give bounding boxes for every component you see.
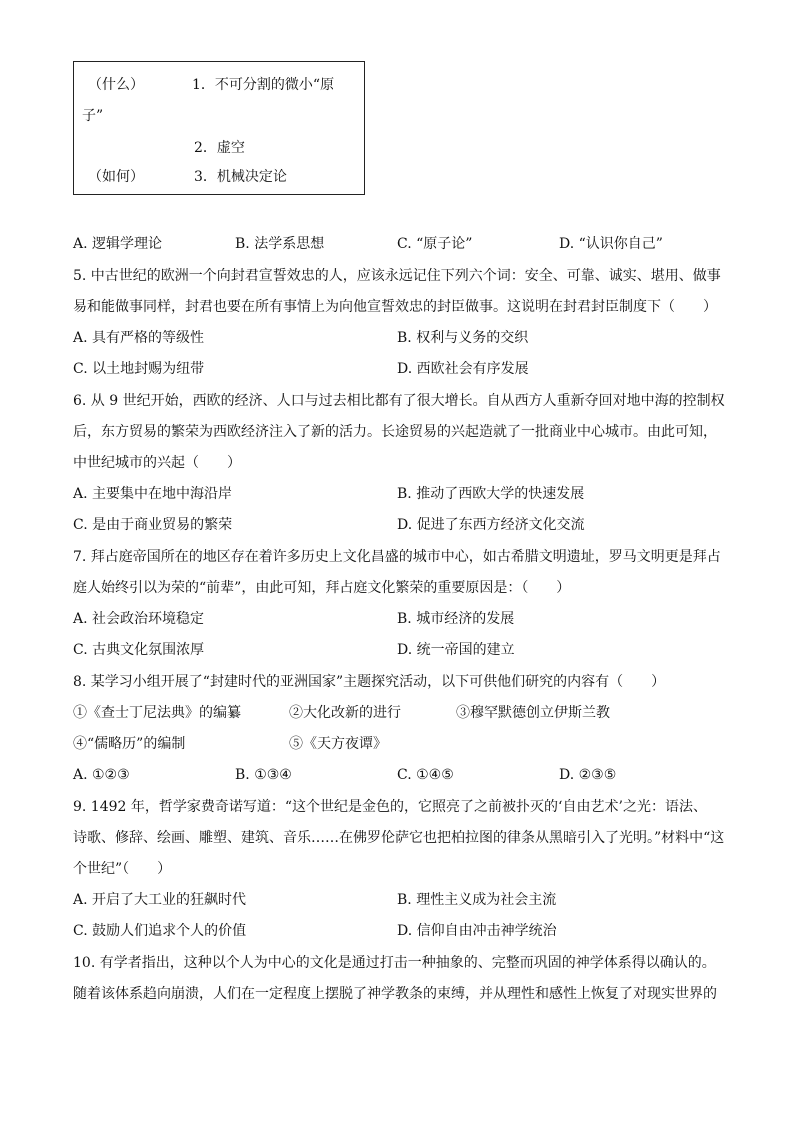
q7-option-b[interactable]: B. 城市经济的发展 xyxy=(397,611,515,627)
q4-option-c[interactable]: C. “原子论” xyxy=(397,236,473,252)
q8-item-2: ②大化改新的进行 xyxy=(289,705,401,721)
q6-stem-line-3: 中世纪城市的兴起（ ） xyxy=(73,455,241,471)
box-item-2: 2．虚空 xyxy=(194,140,245,156)
q7-stem-line-1: 7. 拜占庭帝国所在的地区存在着许多历史上文化昌盛的城市中心，如古希腊文明遗址，罗马文明更是拜占 xyxy=(73,549,721,565)
box-item-1: 1．不可分割的微小“原 xyxy=(192,77,335,93)
q8-item-5: ⑤《天方夜谭》 xyxy=(289,736,387,752)
box-label-what: （什么） xyxy=(88,77,144,93)
q8-option-a[interactable]: A. ①②③ xyxy=(73,767,130,783)
q9-option-a[interactable]: A. 开启了大工业的狂飙时代 xyxy=(73,892,247,908)
q4-option-a[interactable]: A. 逻辑学理论 xyxy=(73,236,163,252)
q6-stem-line-2: 后，东方贸易的繁荣为西欧经济注入了新的活力。长途贸易的兴起造就了一批商业中心城市。由此可知， xyxy=(73,424,717,440)
q6-option-b[interactable]: B. 推动了西欧大学的快速发展 xyxy=(397,486,585,502)
concept-box xyxy=(73,61,365,195)
q4-option-d[interactable]: D. “认识你自己” xyxy=(559,236,663,252)
q8-option-d[interactable]: D. ②③⑤ xyxy=(559,767,617,783)
box-item-1-cont: 子” xyxy=(82,108,104,124)
q7-option-a[interactable]: A. 社会政治环境稳定 xyxy=(73,611,205,627)
q5-option-c[interactable]: C. 以土地封赐为纽带 xyxy=(73,361,205,377)
box-item-3: 3．机械决定论 xyxy=(194,169,287,185)
q8-item-3: ③穆罕默德创立伊斯兰教 xyxy=(456,705,610,721)
q5-option-d[interactable]: D. 西欧社会有序发展 xyxy=(397,361,529,377)
q10-stem-line-1: 10. 有学者指出，这种以个人为中心的文化是通过打击一种抽象的、完整而巩固的神学体系得以确认的。 xyxy=(73,955,716,971)
box-label-how: （如何） xyxy=(88,169,144,185)
q5-option-a[interactable]: A. 具有严格的等级性 xyxy=(73,330,205,346)
q9-stem-line-2: 诗歌、修辞、绘画、雕塑、建筑、音乐……在佛罗伦萨它也把柏拉图的律条从黑暗引入了光明。”材料中“这 xyxy=(73,830,725,846)
q4-option-b[interactable]: B. 法学系思想 xyxy=(235,236,325,252)
q5-stem-line-1: 5. 中古世纪的欧洲一个向封君宣誓效忠的人，应该永远记住下列六个词：安全、可靠、诚实、堪用、做事 xyxy=(73,268,721,284)
q6-option-d[interactable]: D. 促进了东西方经济文化交流 xyxy=(397,517,585,533)
q5-option-b[interactable]: B. 权利与义务的交织 xyxy=(397,330,529,346)
q7-stem-line-2: 庭人始终引以为荣的“前辈”，由此可知，拜占庭文化繁荣的重要原因是：（ ） xyxy=(73,580,571,596)
q9-option-c[interactable]: C. 鼓励人们追求个人的价值 xyxy=(73,923,247,939)
q6-option-c[interactable]: C. 是由于商业贸易的繁荣 xyxy=(73,517,233,533)
q10-stem-line-2: 随着该体系趋向崩溃，人们在一定程度上摆脱了神学教条的束缚，并从理性和感性上恢复了对现实世界的 xyxy=(73,986,717,1002)
q8-stem-line-1: 8. 某学习小组开展了“封建时代的亚洲国家”主题探究活动，以下可供他们研究的内容有（ ） xyxy=(73,674,666,690)
q8-item-4: ④“儒略历”的编制 xyxy=(73,736,186,752)
q8-option-c[interactable]: C. ①④⑤ xyxy=(397,767,454,783)
q9-stem-line-1: 9. 1492 年，哲学家费奇诺写道：“这个世纪是金色的，它照亮了之前被扑灭的‘自由艺术’之光：语法、 xyxy=(73,799,707,815)
q7-option-d[interactable]: D. 统一帝国的建立 xyxy=(397,642,515,658)
q5-stem-line-2: 易和能做事同样，封君也要在所有事情上为向他宣誓效忠的封臣做事。这说明在封君封臣制度下（ ） xyxy=(73,299,717,315)
q8-option-b[interactable]: B. ①③④ xyxy=(235,767,292,783)
q8-item-1: ①《查士丁尼法典》的编纂 xyxy=(73,705,241,721)
q6-option-a[interactable]: A. 主要集中在地中海沿岸 xyxy=(73,486,233,502)
q9-stem-line-3: 个世纪”（ ） xyxy=(73,861,172,877)
q7-option-c[interactable]: C. 古典文化氛围浓厚 xyxy=(73,642,205,658)
q9-option-b[interactable]: B. 理性主义成为社会主流 xyxy=(397,892,557,908)
q6-stem-line-1: 6. 从 9 世纪开始，西欧的经济、人口与过去相比都有了很大增长。自从西方人重新夺回对地中海的控制权 xyxy=(73,393,725,409)
q9-option-d[interactable]: D. 信仰自由冲击神学统治 xyxy=(397,923,557,939)
